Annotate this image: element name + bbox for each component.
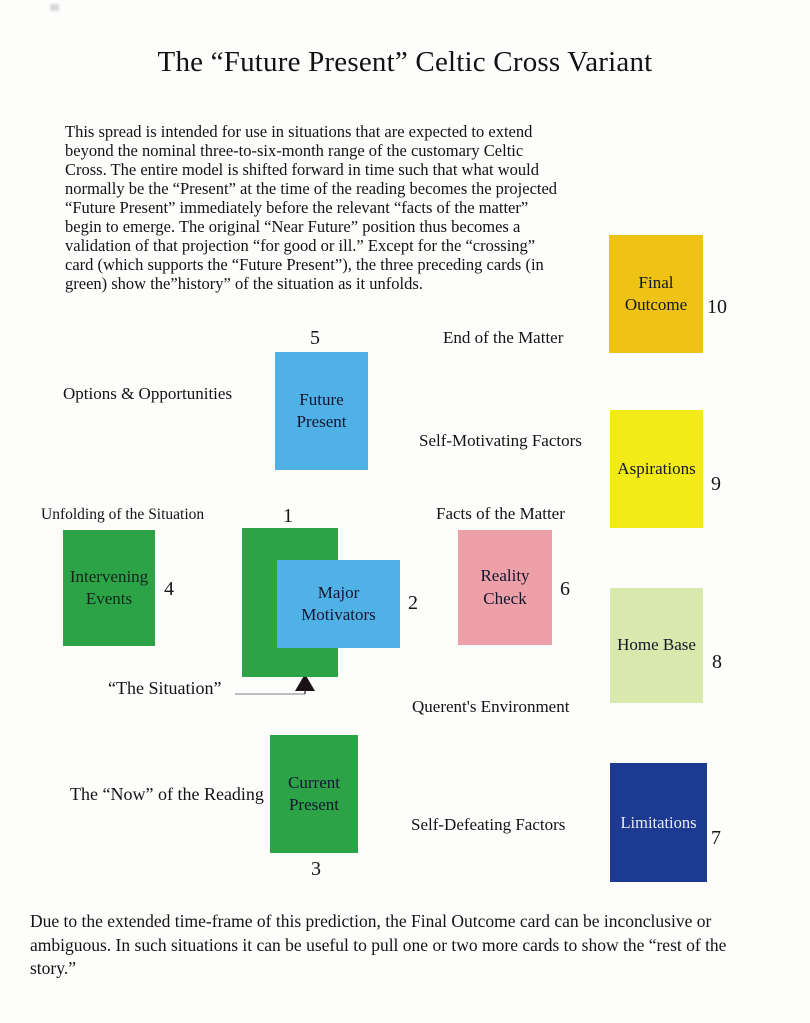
card-label: Reality Check — [480, 566, 530, 608]
label-unfolding-of-situation: Unfolding of the Situation — [41, 506, 205, 523]
card-label: Current Present — [288, 772, 340, 814]
intro-line: begin to emerge. The original “Near Future” position thus becomes a — [65, 217, 521, 236]
position-number-9: 9 — [711, 473, 721, 495]
card-final-outcome — [609, 235, 703, 353]
label-self-motivating-factors: Self-Motivating Factors — [419, 431, 582, 450]
card-future-present — [275, 352, 368, 470]
label-end-of-the-matter: End of the Matter — [443, 328, 564, 347]
card-current-present — [270, 735, 358, 853]
position-number-1: 1 — [283, 505, 293, 527]
intro-line: This spread is intended for use in situations that are expected to extend — [65, 122, 533, 141]
position-number-4: 4 — [164, 578, 174, 600]
card-intervening-events — [63, 530, 155, 646]
position-number-5: 5 — [310, 327, 320, 349]
intro-line: beyond the nominal three-to-six-month range of the customary Celtic — [65, 141, 524, 160]
card-label: Limitations — [620, 812, 697, 832]
label-options-opportunities: Options & Opportunities — [63, 384, 233, 403]
intro-paragraph — [65, 122, 595, 293]
intro-line: “Future Present” immediately before the relevant “facts of the matter” — [65, 198, 529, 217]
label-now-of-the-reading: The “Now” of the Reading — [70, 784, 264, 804]
card-reality-check — [458, 530, 552, 645]
card-label: Aspirations — [617, 458, 696, 478]
card-label: Future Present — [296, 389, 347, 431]
position-number-3: 3 — [311, 858, 321, 880]
intro-line: Cross. The entire model is shifted forward in time such that what would — [65, 160, 539, 179]
footer-line: story.” — [30, 958, 77, 978]
intro-line: green) show the”history” of the situation as it unfolds. — [65, 274, 423, 293]
page-title: The “Future Present” Celtic Cross Variant — [157, 46, 653, 78]
intro-line: validation of that projection “for good or ill.” Except for the “crossing” — [65, 236, 536, 255]
label-self-defeating-factors: Self-Defeating Factors — [411, 815, 566, 834]
card-major-motivators — [277, 560, 400, 648]
label-facts-of-the-matter: Facts of the Matter — [436, 504, 565, 523]
scan-artifact — [50, 4, 59, 11]
card-label: Final Outcome — [624, 272, 688, 314]
card-label: Home Base — [617, 635, 696, 655]
card-label: Intervening Events — [69, 566, 149, 608]
intro-line: card (which supports the “Future Present”), the three preceding cards (in — [65, 255, 544, 274]
card-aspirations — [610, 410, 703, 528]
position-number-10: 10 — [707, 296, 727, 318]
label-the-situation: “The Situation” — [108, 678, 222, 698]
footer-line: ambiguous. In such situations it can be useful to pull one or two more cards to show the “rest of the — [30, 934, 727, 955]
footer-line: Due to the extended time-frame of this prediction, the Final Outcome card can be inconclusive or — [30, 911, 712, 931]
card-label: Major Motivators — [301, 582, 376, 624]
label-querents-environment: Querent's Environment — [412, 697, 570, 716]
position-number-6: 6 — [560, 578, 570, 600]
card-home-base — [610, 588, 703, 703]
position-number-2: 2 — [408, 592, 418, 614]
intro-line: normally be the “Present” at the time of the reading becomes the projected — [65, 179, 558, 198]
position-number-8: 8 — [712, 651, 722, 673]
card-limitations — [610, 763, 707, 882]
footer-paragraph — [30, 910, 778, 981]
position-number-7: 7 — [711, 827, 721, 849]
